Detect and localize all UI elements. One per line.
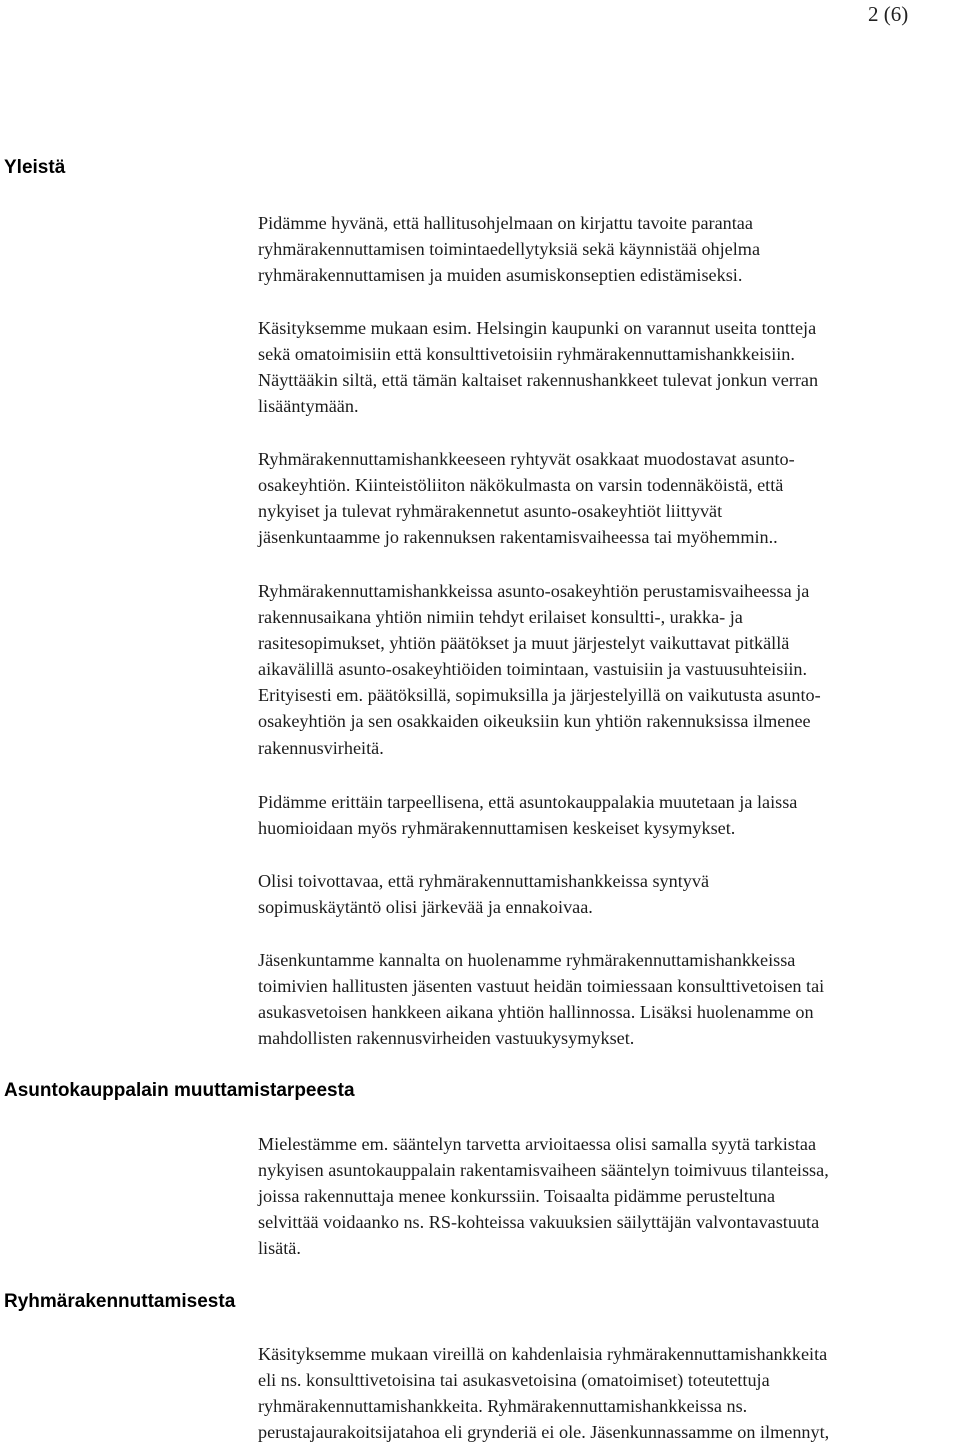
paragraph-line: Ryhmärakennuttamishankkeissa asunto-osakeyhtiön perustamisvaiheessa ja — [258, 581, 810, 601]
paragraph-line: Käsityksemme mukaan esim. Helsingin kaupunki on varannut useita tontteja — [258, 318, 817, 338]
paragraph-line: lisätä. — [258, 1238, 301, 1259]
paragraph-line: osakeyhtiön. Kiinteistöliiton näkökulmasta on varsin todennäköistä, että — [258, 475, 784, 496]
paragraph-line: asukasvetoisen hankkeen aikana yhtiön hallinnossa. Lisäksi huolenamme on — [258, 1002, 814, 1023]
paragraph-line: osakeyhtiön ja sen osakkaiden oikeuksiin kun yhtiön rakennuksissa ilmenee — [258, 711, 811, 732]
paragraph — [258, 868, 958, 920]
paragraph-line: ryhmärakennuttamisen toimintaedellytyksiä sekä käynnistää ohjelma — [258, 239, 761, 260]
paragraph-line: aikavälillä asunto-osakeyhtiöiden toimintaan, vastuisiin ja vastuusuhteisiin. — [258, 659, 808, 680]
paragraph-line: Erityisesti em. päätöksillä, sopimuksilla ja järjestelyillä on vaikutusta asunto- — [258, 685, 821, 706]
paragraph-line: rasitesopimukset, yhtiön päätökset ja muut järjestelyt vaikuttavat pitkällä — [258, 633, 790, 654]
paragraph-line: selvittää voidaanko ns. RS-kohteissa vakuuksien säilyttäjän valvontavastuuta — [258, 1212, 820, 1233]
paragraph-line: ryhmärakennuttamisen ja muiden asumiskonseptien edistämiseksi. — [258, 265, 743, 286]
paragraph-line: sopimuskäytäntö olisi järkevää ja ennakoivaa. — [258, 897, 593, 918]
paragraph-line: mahdollisten rakennusvirheiden vastuukysymykset. — [258, 1028, 635, 1049]
paragraph-line: rakennusaikana yhtiön nimiin tehdyt erilaiset konsultti-, urakka- ja — [258, 607, 743, 628]
paragraph-line: jäsenkuntaamme jo rakennuksen rakentamisvaiheessa tai myöhemmin.. — [258, 527, 778, 548]
paragraph-line: Ryhmärakennuttamishankkeeseen ryhtyvät osakkaat muodostavat asunto- — [258, 449, 795, 469]
paragraph — [258, 1341, 958, 1445]
paragraph-line: perustajaurakoitsijatahoa eli grynderiä ei ole. Jäsenkunnassamme on ilmennyt, — [258, 1422, 830, 1443]
paragraph — [258, 210, 958, 288]
paragraph-line: ryhmärakennuttamishankkeita. Ryhmärakennuttamishankkeissa ns. — [258, 1396, 748, 1417]
paragraph-line: toimivien hallitusten jäsenten vastuut heidän toimiessaan konsulttivetoisen tai — [258, 976, 825, 997]
paragraph-line: sekä omatoimisiin että konsulttivetoisiin ryhmärakennuttamishankkeisiin. — [258, 344, 795, 365]
section-heading-yleista: Yleistä — [4, 157, 66, 178]
paragraph-line: eli ns. konsulttivetoisina tai asukasvetoisina (omatoimiset) toteutettuja — [258, 1370, 770, 1391]
paragraph — [258, 315, 958, 419]
paragraph-line: Olisi toivottavaa, että ryhmärakennuttamishankkeissa syntyvä — [258, 871, 710, 891]
paragraph-line: nykyisen asuntokauppalain rakentamisvaiheen sääntelyn toimivuus tilanteissa, — [258, 1160, 829, 1181]
paragraph-line: Mielestämme em. sääntelyn tarvetta arvioitaessa olisi samalla syytä tarkistaa — [258, 1134, 817, 1154]
page-number: 2 (6) — [868, 2, 909, 26]
paragraph-line: Näyttääkin siltä, että tämän kaltaiset rakennushankkeet tulevat jonkun verran — [258, 370, 819, 391]
paragraph-line: rakennusvirheitä. — [258, 737, 384, 758]
paragraph-line: huomioidaan myös ryhmärakennuttamisen keskeiset kysymykset. — [258, 818, 736, 839]
paragraph — [258, 578, 958, 761]
paragraph-line: lisääntymään. — [258, 396, 359, 417]
paragraph — [258, 446, 958, 550]
section-heading-asuntokauppalaki: Asuntokauppalain muuttamistarpeesta — [4, 1080, 355, 1101]
paragraph-line: Pidämme erittäin tarpeellisena, että asuntokauppalakia muutetaan ja laissa — [258, 792, 798, 812]
paragraph — [258, 789, 958, 841]
section-heading-ryhmarakennuttaminen: Ryhmärakennuttamisesta — [4, 1291, 236, 1312]
paragraph-line: Jäsenkuntamme kannalta on huolenamme ryhmärakennuttamishankkeissa — [258, 950, 796, 970]
paragraph-line: Käsityksemme mukaan vireillä on kahdenlaisia ryhmärakennuttamishankkeita — [258, 1344, 828, 1364]
paragraph-line: nykyiset ja tulevat ryhmärakennetut asunto-osakeyhtiöt liittyvät — [258, 501, 723, 522]
paragraph — [258, 947, 958, 1051]
paragraph — [258, 1131, 958, 1261]
paragraph-line: joissa rakennuttaja menee konkurssiin. Toisaalta pidämme perusteltuna — [258, 1186, 776, 1207]
paragraph-line: Pidämme hyvänä, että hallitusohjelmaan on kirjattu tavoite parantaa — [258, 213, 753, 233]
